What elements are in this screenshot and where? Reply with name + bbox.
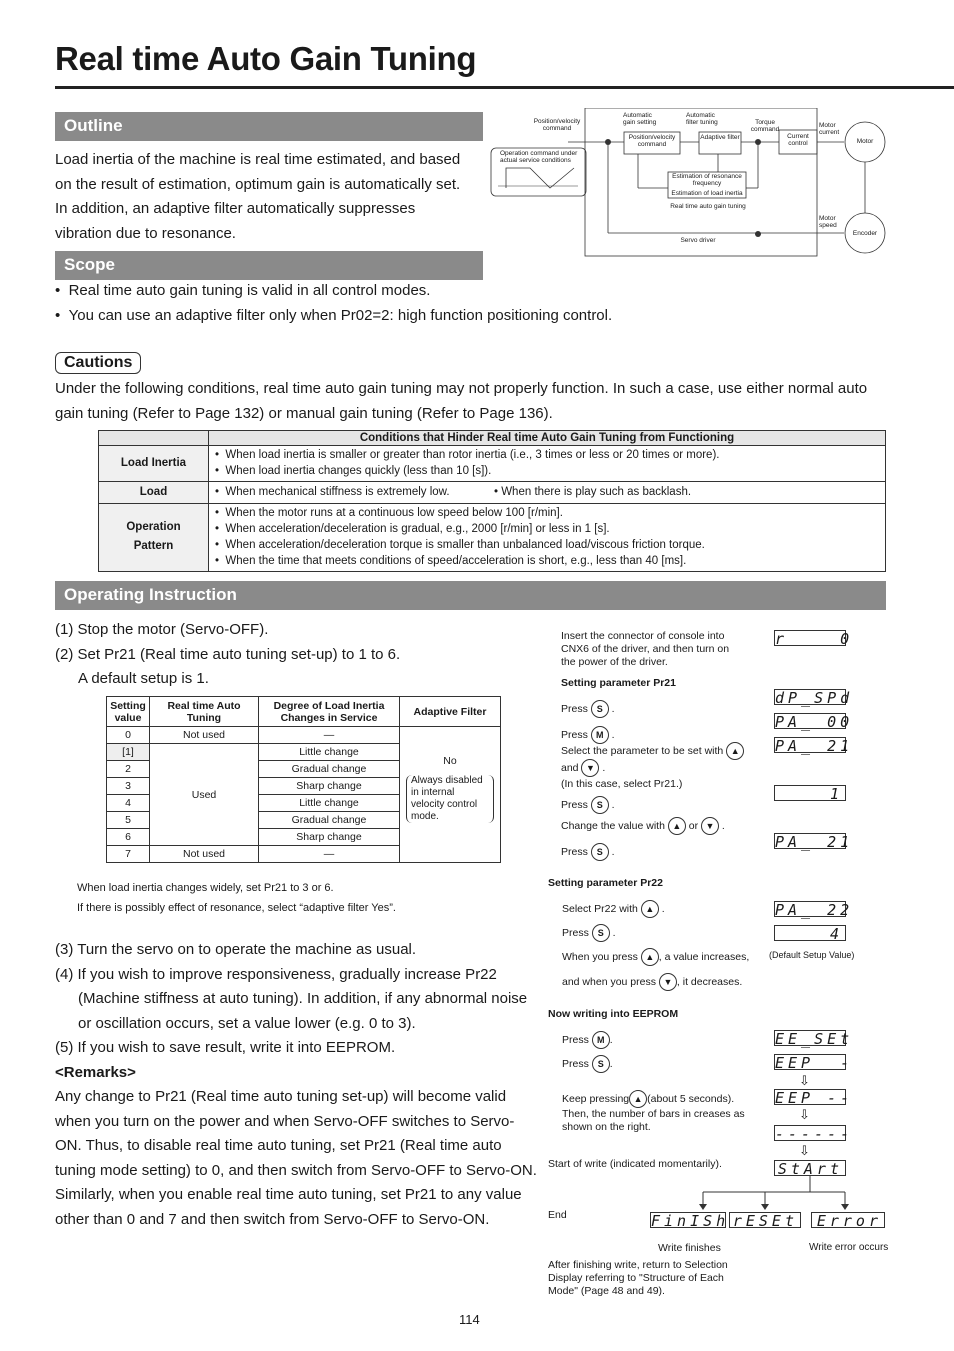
setting-header: Degree of Load Inertia Changes in Service — [259, 697, 400, 727]
operating-heading: Operating Instruction — [55, 581, 886, 610]
servo-diagram — [488, 108, 888, 268]
cond-row-label: Load Inertia — [99, 446, 209, 482]
cond-row-label: Operation Pattern — [99, 503, 209, 571]
when-press-label: When you press — [562, 950, 638, 963]
up-key-icon[interactable]: ▲ — [641, 900, 659, 918]
setting-rt: Not used — [150, 727, 259, 744]
down-key-icon[interactable]: ▼ — [659, 973, 677, 991]
setting-header: Setting value — [107, 697, 150, 727]
cond-item: When load inertia changes quickly (less than 10 [s]). — [225, 465, 492, 478]
m-key-icon[interactable]: M — [592, 1031, 610, 1049]
note: When load inertia changes widely, set Pr21 to 3 or 6. — [77, 882, 334, 894]
diag-rt-label: Real time auto gain tuning — [670, 203, 746, 210]
setting-filter — [400, 727, 501, 863]
keep-pressing-label: Keep pressing — [562, 1092, 630, 1105]
diag-servo-driver: Servo driver — [680, 237, 716, 244]
setting-header: Real time Auto Tuning — [150, 697, 259, 727]
operating-steps-1-2 — [55, 618, 535, 692]
up-key-icon[interactable]: ▲ — [629, 1090, 647, 1108]
arrow-down-icon: ⇩ — [799, 1107, 810, 1122]
page-number: 114 — [459, 1312, 480, 1327]
press-s-3: Press S . — [561, 843, 615, 861]
step-5: (5) If you wish to save result, write it into EEPROM. — [55, 1039, 396, 1056]
setting-value: 5 — [107, 812, 150, 829]
setting-notes — [77, 878, 396, 918]
setting-degree: Gradual change — [259, 812, 400, 829]
select-pr22-label: Select Pr22 with — [562, 902, 638, 915]
pr21-title: Setting parameter Pr21 — [561, 677, 676, 689]
filter-no: No — [443, 755, 457, 767]
setting-value: 7 — [107, 846, 150, 863]
console-insert: Insert the connector of console into CNX6 of the driver, and then turn on the power of the driver. — [561, 630, 730, 668]
scope-bullets — [55, 279, 855, 328]
step-2-default: A default setup is 1. — [78, 670, 209, 687]
step-2: (2) Set Pr21 (Real time auto tuning set-up) to 1 to 6. — [55, 645, 401, 663]
display-eep1: EEP - — [775, 1054, 854, 1072]
display-r0: r 0 — [775, 630, 854, 648]
display-pa00: PA_ 00 — [775, 713, 854, 731]
cond-item: When there is play such as backlash. — [501, 485, 692, 498]
conditions-table — [98, 430, 886, 572]
pr22-title: Setting parameter Pr22 — [548, 877, 663, 889]
press-s-2: Press S . — [561, 796, 615, 814]
scope-bullet: • Real time auto gain tuning is valid in all control modes. — [55, 282, 431, 299]
step-1: (1) Stop the motor (Servo-OFF). — [55, 621, 269, 638]
setting-value: 3 — [107, 778, 150, 795]
diag-block-current: Current control — [787, 133, 809, 147]
diag-block-adaptive: Adaptive filter — [700, 134, 740, 141]
keep-pressing — [562, 1090, 757, 1134]
press-m-1: Press M . — [561, 726, 615, 744]
write-error: Write error occurs — [809, 1242, 889, 1253]
setting-header: Adaptive Filter — [400, 697, 501, 727]
title-rule — [55, 86, 954, 89]
press-s-4: Press S . — [562, 924, 616, 942]
diag-motor: Motor — [856, 138, 874, 145]
setting-degree-empty: — — [259, 727, 400, 744]
cautions-heading: Cautions — [55, 352, 141, 374]
value-inc-label: , a value increases, — [658, 950, 750, 963]
display-pa21b: PA_ 21 — [775, 833, 854, 851]
setting-value: 2 — [107, 761, 150, 778]
then-bars-label: Then, the number of bars in creases as shown on the right. — [562, 1108, 745, 1133]
it-dec-label: , it decreases. — [676, 975, 743, 988]
select-pr22: Select Pr22 with ▲ . — [562, 900, 665, 918]
s-key-icon[interactable]: S — [592, 924, 610, 942]
and-when-label: and when you press — [562, 975, 656, 988]
s-key-icon[interactable]: S — [591, 796, 609, 814]
cond-item: When mechanical stiffness is extremely low. — [225, 485, 450, 498]
setting-value: 6 — [107, 829, 150, 846]
display-eep2: EEP -- — [775, 1089, 854, 1107]
page-title: Real time Auto Gain Tuning — [55, 40, 477, 77]
diag-encoder: Encoder — [852, 230, 878, 237]
remarks-title: <Remarks> — [55, 1063, 136, 1081]
diag-est-res: Estimation of resonance frequency — [672, 173, 742, 187]
remarks-text: Any change to Pr21 (Real time auto tuning set-up) will become valid when you turn on the power and when Servo-OFF switches to Servo-ON. Thus, to disable real time auto tuning, set Pr21 (Real time auto tuning mode setting) to 0, and then switch from Servo-OFF to Servo-ON. Similarly, when you enable real time auto tuning, set Pr21 to any value other than 0 and 7 and then switch from Servo-OFF to Servo-ON. — [55, 1088, 537, 1228]
and-label: and — [561, 761, 579, 774]
display-error: Error — [811, 1212, 885, 1228]
diag-block-posvel: Position/velocity command — [628, 134, 676, 148]
press-m-2: Press M . — [562, 1031, 613, 1049]
select-and: and ▼ . — [561, 759, 605, 777]
diag-est-inertia: Estimation of load inertia — [671, 190, 743, 197]
start-write: Start of write (indicated momentarily). — [548, 1158, 722, 1170]
cond-row-items: • When load inertia is smaller or greater than rotor inertia (i.e., 3 times or less or 20 times or more). • When load inertia changes quickly (less than 10 [s]). — [209, 446, 886, 482]
scope-heading: Scope — [55, 251, 483, 280]
arrow-down-icon: ⇩ — [799, 1143, 810, 1158]
note: If there is possibly effect of resonance, select “adaptive filter Yes”. — [77, 902, 396, 914]
setting-degree: Little change — [259, 795, 400, 812]
diag-auto-gain: Automatic gain setting — [623, 112, 657, 126]
up-key-icon[interactable]: ▲ — [726, 742, 744, 760]
setting-rt: Used — [150, 744, 259, 846]
cond-item: When load inertia is smaller or greater than rotor inertia (i.e., 3 times or less or 20 times or more). — [225, 449, 720, 461]
display-4: 4 — [774, 925, 846, 941]
display-1: 1 — [774, 785, 846, 801]
setting-degree: Gradual change — [259, 761, 400, 778]
cond-item: When acceleration/deceleration torque is smaller than unbalanced load/viscous friction torque. — [225, 539, 705, 552]
m-key-icon[interactable]: M — [591, 726, 609, 744]
press-label: Press — [561, 702, 588, 715]
cond-item: When the time that meets conditions of speed/acceleration is short, e.g., less than 40 [ms]. — [225, 555, 687, 568]
display-reset: rESEt — [729, 1212, 801, 1228]
setting-rt: Not used — [150, 846, 259, 863]
diag-motor-current: Motor current — [819, 122, 840, 136]
cond-row-label: Load — [99, 481, 209, 503]
diag-torque-cmd: Torque command — [750, 119, 780, 133]
scope-bullet-text: You can use an adaptive filter only when Pr02=2: high function positioning control. — [68, 306, 613, 324]
branch-lines — [650, 1176, 890, 1212]
down-key-icon[interactable]: ▼ — [581, 759, 599, 777]
scope-bullet: • You can use an adaptive filter only when Pr02=2: high function positioning control. — [55, 306, 613, 324]
display-dpspd: dP_SPd — [775, 689, 854, 707]
change-value-label: Change the value with — [561, 819, 665, 832]
cond-row-items: • When the motor runs at a continuous low speed below 100 [r/min]. • When acceleration/deceleration is gradual, e.g., 2000 [r/min] or less in 1 [s]. • When acceleration/deceleration torque is smaller than unbalanced load/viscous friction torque. • When the time that meets conditions of speed/acceleration is short, e.g., less than 40 [ms]. — [209, 503, 886, 571]
press-label: Press — [562, 926, 589, 939]
s-key-icon[interactable]: S — [592, 1055, 610, 1073]
diag-motor-speed: Motor speed — [819, 215, 837, 229]
step-4: (4) If you wish to improve responsiveness, gradually increase Pr22 (Machine stiffness at auto tuning). In addition, if any abnormal noise or oscillation occurs, set a value lower (e.g. 0 to 3). — [55, 965, 528, 1032]
down-key-icon[interactable]: ▼ — [701, 817, 719, 835]
about5-label: (about 5 seconds). — [647, 1092, 735, 1105]
default-setup: (Default Setup Value) — [769, 950, 855, 960]
setting-value: 4 — [107, 795, 150, 812]
setting-value: 0 — [107, 727, 150, 744]
when-press-up — [562, 948, 749, 966]
in-case: (In this case, select Pr21.) — [561, 778, 683, 790]
display-pa21: PA_ 21 — [775, 737, 854, 755]
scope-bullet-text: Real time auto gain tuning is valid in all control modes. — [68, 282, 431, 299]
s-key-icon[interactable]: S — [591, 700, 609, 718]
operating-steps-3-5 — [55, 938, 540, 1232]
select-param-label: Select the parameter to be set with — [561, 744, 724, 757]
diag-auto-filter: Automatic filter tuning — [686, 112, 718, 126]
diag-posvel-cmd: Position/velocity command — [533, 118, 581, 132]
display-eeset: EE_SEt — [775, 1030, 854, 1048]
step-3: (3) Turn the servo on to operate the machine as usual. — [55, 941, 417, 958]
end-label: End — [548, 1209, 567, 1221]
display-pa22: PA_ 22 — [775, 901, 854, 919]
setting-table — [106, 696, 501, 863]
setting-degree: Sharp change — [259, 829, 400, 846]
eeprom-title: Now writing into EEPROM — [548, 1008, 679, 1020]
up-key-icon[interactable]: ▲ — [641, 948, 659, 966]
press-s-1: Press S . — [561, 700, 615, 718]
up-key-icon[interactable]: ▲ — [668, 817, 686, 835]
press-label: Press — [562, 1033, 589, 1046]
s-key-icon[interactable]: S — [591, 843, 609, 861]
press-label: Press — [561, 798, 588, 811]
write-finishes: Write finishes — [658, 1242, 721, 1254]
cond-row-items: • When mechanical stiffness is extremely low. • When there is play such as backlash. — [209, 481, 886, 503]
press-label: Press — [561, 728, 588, 741]
setting-value: [1] — [107, 744, 150, 761]
display-start: StArt — [774, 1160, 846, 1176]
after-write: After finishing write, return to Selection Display referring to "Structure of Each Mode" (Page 48 and 49). — [548, 1259, 728, 1297]
change-value: Change the value with ▲ or ▼ . — [561, 817, 725, 835]
cond-item: When the motor runs at a continuous low speed below 100 [r/min]. — [225, 506, 563, 519]
press-label: Press — [562, 1057, 589, 1070]
setting-degree: Sharp change — [259, 778, 400, 795]
filter-always: Always disabled in internal velocity control mode. — [406, 775, 494, 823]
outline-heading: Outline — [55, 112, 483, 141]
display-bars: ------ — [775, 1125, 854, 1143]
select-param — [561, 742, 744, 760]
when-press-down — [562, 973, 742, 991]
cond-item: When acceleration/deceleration is gradual, e.g., 2000 [r/min] or less in 1 [s]. — [225, 522, 610, 535]
press-label: Press — [561, 845, 588, 858]
or-label: or — [688, 819, 699, 832]
setting-degree-empty: — — [259, 846, 400, 863]
display-finish: FinISh — [651, 1212, 730, 1230]
arrow-down-icon: ⇩ — [799, 1073, 810, 1088]
cautions-text: Under the following conditions, real time auto gain tuning may not properly function. In such a case, use either normal auto gain tuning (Refer to Page 132) or manual gain tuning (Refer to Page 136). — [55, 380, 868, 422]
press-s-5: Press S . — [562, 1055, 613, 1073]
conditions-table-header: Conditions that Hinder Real time Auto Gain Tuning from Functioning — [209, 431, 886, 446]
outline-text: Load inertia of the machine is real time estimated, and based on the result of estimation, optimum gain is automatically set. In addition, an adaptive filter automatically suppresses vibration due to resonance. — [55, 151, 461, 242]
setting-degree: Little change — [259, 744, 400, 761]
diag-op-cmd: Operation command under actual service conditions — [500, 150, 578, 164]
